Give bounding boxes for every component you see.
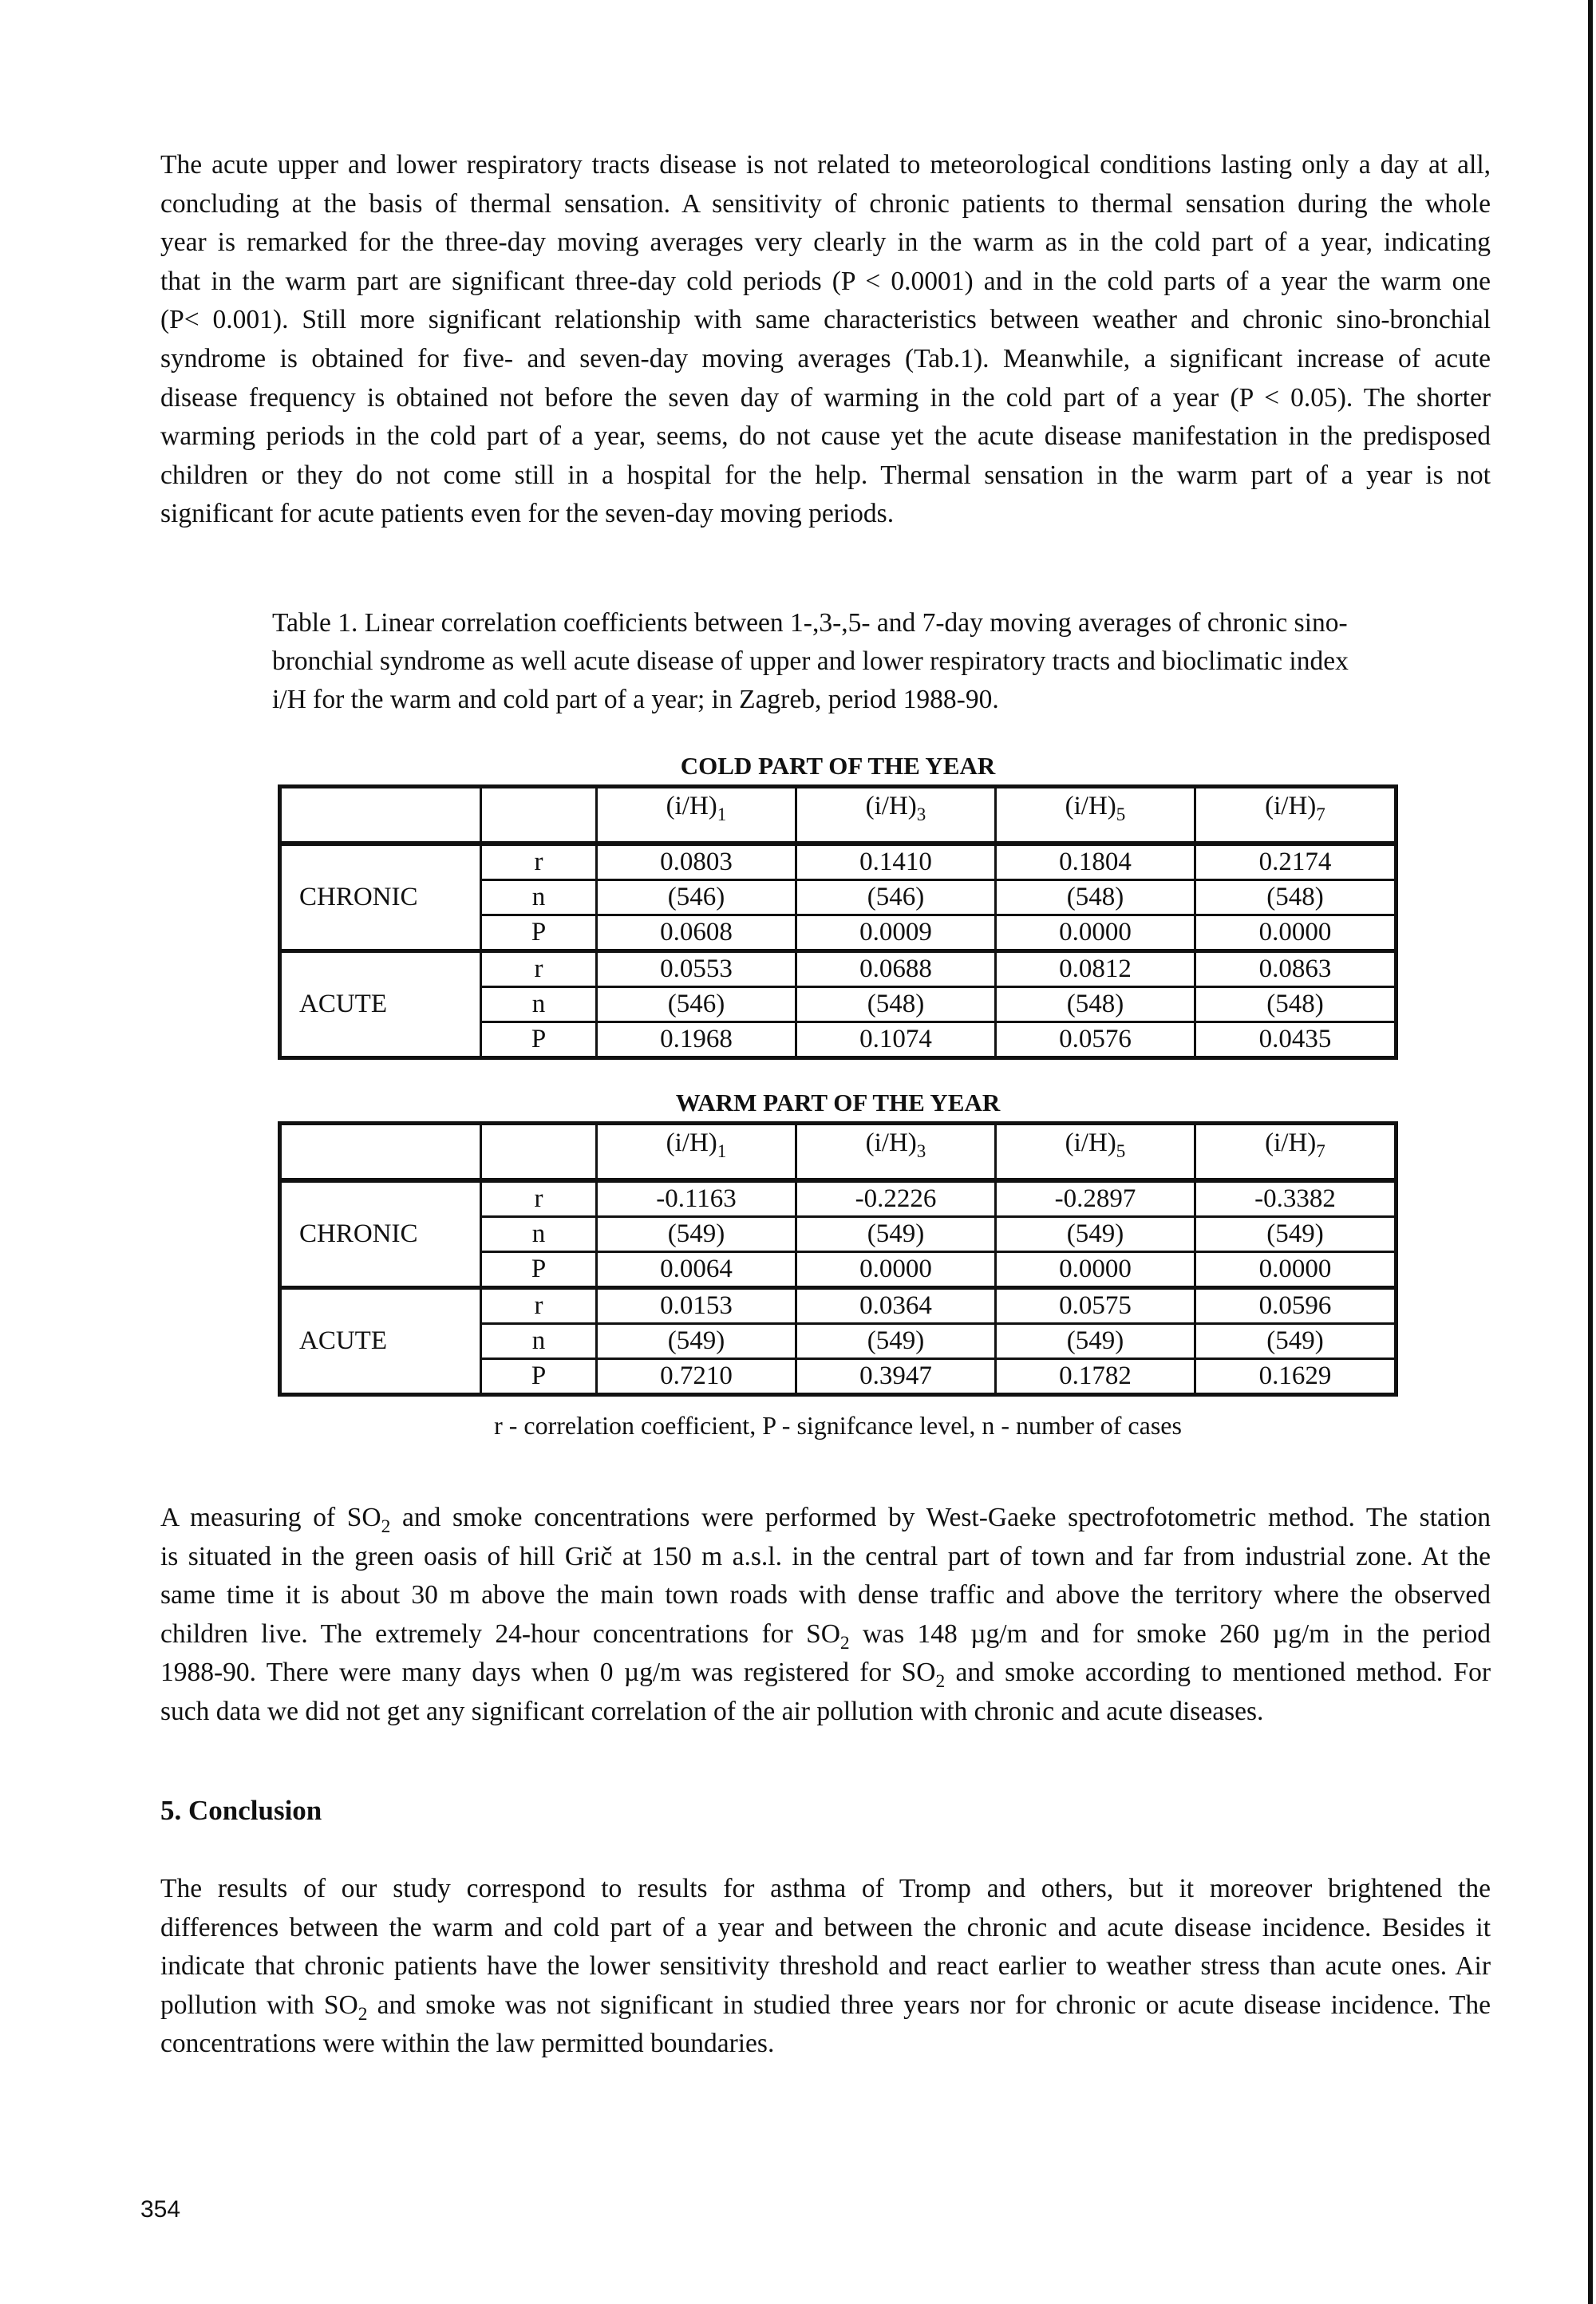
column-header-base: (i/H) — [1265, 1128, 1317, 1157]
text-run: children live. The extremely 24-hour concentrations for SO — [160, 1618, 840, 1649]
table-cell: (548) — [996, 987, 1195, 1022]
body-paragraph-conclusion — [160, 1870, 1491, 2064]
table-cell: 0.0153 — [597, 1288, 796, 1324]
table-cell: -0.2226 — [796, 1180, 996, 1217]
text-run: differences between the warm and cold part of a year and between the chronic and acute disease incidence. Besides it — [160, 1912, 1491, 1942]
text-line — [160, 263, 1491, 302]
text-run: children or they do not come still in a hospital for the help. Thermal sensation in the warm part of a year is not — [160, 460, 1491, 490]
stat-label: P — [481, 1022, 597, 1058]
table-cell: -0.2897 — [996, 1180, 1195, 1217]
table-cell: 0.1804 — [996, 844, 1195, 880]
body-paragraph-air-pollution — [160, 1499, 1491, 1732]
text-run: is situated in the green oasis of hill Grič at 150 m a.s.l. in the central part of town and far from industrial zone. At the — [160, 1541, 1491, 1571]
table-header-row — [280, 787, 1396, 844]
table-cell: 0.2174 — [1195, 844, 1396, 880]
text-line — [160, 1615, 1491, 1654]
table-cell: 0.0009 — [796, 915, 996, 951]
text-run: (P< 0.001). Still more significant relationship with same characteristics between weather and chronic sino-bronchial — [160, 305, 1491, 335]
stat-label: n — [481, 1217, 597, 1252]
column-header-subscript: 5 — [1116, 804, 1126, 825]
text-line — [160, 1576, 1491, 1615]
group-label-chronic: CHRONIC — [280, 844, 481, 951]
table-cell: 0.0576 — [996, 1022, 1195, 1058]
group-label-chronic: CHRONIC — [280, 1180, 481, 1288]
table-cell: 0.0364 — [796, 1288, 996, 1324]
text-line — [160, 1909, 1491, 1948]
body-paragraph-thermal-sensation — [160, 146, 1491, 534]
table-cell: (548) — [1195, 880, 1396, 915]
table-cell: 0.0608 — [597, 915, 796, 951]
column-header-base: (i/H) — [1065, 792, 1116, 820]
table-row-chronic-r — [280, 844, 1396, 880]
column-header-subscript: 1 — [717, 804, 727, 825]
text-run: and smoke concentrations were performed by West-Gaeke spectrofotometric method. The station — [390, 1503, 1491, 1532]
column-header-base: (i/H) — [865, 1128, 917, 1157]
text-run: and smoke according to mentioned method. For — [945, 1658, 1491, 1688]
table-cell: (549) — [796, 1324, 996, 1359]
text-run: indicate that chronic patients have the lower sensitivity threshold and react earlier to weather stress than acute ones. Air — [160, 1951, 1491, 1982]
table-cell: 0.0596 — [1195, 1288, 1396, 1324]
stat-label: r — [481, 1288, 597, 1324]
table-caption — [272, 604, 1409, 719]
text-run: that in the warm part are significant three-day cold periods (P < 0.0001) and in the cold parts of a year the warm one — [160, 266, 1491, 296]
text-run: was 148 µg/m and for smoke 260 µg/m in the period — [849, 1618, 1491, 1649]
text-line — [160, 301, 1491, 340]
table-cell: -0.1163 — [597, 1180, 796, 1217]
stat-label: r — [481, 844, 597, 880]
table-cell: (549) — [996, 1324, 1195, 1359]
column-header-ih1 — [597, 1124, 796, 1181]
column-header-base: (i/H) — [666, 1128, 717, 1157]
text-line — [160, 379, 1491, 418]
caption-line: Table 1. Linear correlation coefficients between 1-,3-,5- and 7-day moving averages of chronic sino- — [272, 608, 1348, 638]
subscript: 2 — [381, 1516, 391, 1538]
table-cell: 0.1074 — [796, 1022, 996, 1058]
table-cell: (546) — [597, 880, 796, 915]
table-cell: (549) — [597, 1324, 796, 1359]
table-cell: (549) — [796, 1217, 996, 1252]
stat-label: r — [481, 951, 597, 987]
table-cell: 0.0000 — [1195, 915, 1396, 951]
stat-label: P — [481, 915, 597, 951]
table-cell: (548) — [1195, 987, 1396, 1022]
page-edge-border — [1588, 0, 1593, 2304]
table-cell: 0.0688 — [796, 951, 996, 987]
header-empty-cell — [481, 1124, 597, 1181]
text-line — [160, 417, 1491, 456]
column-header-ih1 — [597, 787, 796, 844]
cold-table-title: COLD PART OF THE YEAR — [680, 752, 996, 780]
warm-table-title: WARM PART OF THE YEAR — [675, 1089, 1001, 1116]
table-cell: 0.1629 — [1195, 1359, 1396, 1395]
table-cell: 0.0000 — [996, 915, 1195, 951]
table-cell: (549) — [1195, 1324, 1396, 1359]
text-line — [160, 1654, 1491, 1693]
table-row-chronic-r — [280, 1180, 1396, 1217]
header-empty-cell — [280, 1124, 481, 1181]
text-run: and smoke was not significant in studied three years nor for chronic or acute disease incidence. The — [367, 1990, 1491, 2020]
table-cell: 0.0553 — [597, 951, 796, 987]
text-line — [160, 495, 1491, 534]
cold-part-correlation-table — [278, 784, 1398, 1060]
column-header-base: (i/H) — [1065, 1128, 1116, 1157]
column-header-base: (i/H) — [865, 792, 917, 820]
subscript: 2 — [935, 1671, 946, 1693]
column-header-ih5 — [996, 787, 1195, 844]
text-line — [160, 1986, 1491, 2025]
text-run: concentrations were within the law permitted boundaries. — [160, 2029, 775, 2059]
subscript: 2 — [358, 2003, 368, 2025]
text-run: disease frequency is obtained not before the seven day of warming in the cold part of a year (P < 0.05). The shorter — [160, 382, 1491, 413]
section-heading-conclusion: 5. Conclusion — [160, 1795, 322, 1826]
table-cell: 0.0000 — [996, 1252, 1195, 1288]
text-line — [160, 223, 1491, 263]
column-header-ih7 — [1195, 787, 1396, 844]
column-header-ih5 — [996, 1124, 1195, 1181]
warm-part-correlation-table — [278, 1121, 1398, 1397]
caption-line: i/H for the warm and cold part of a year; in Zagreb, period 1988-90. — [272, 685, 999, 714]
text-line — [160, 185, 1491, 224]
stat-label: r — [481, 1180, 597, 1217]
text-run: significant for acute patients even for the seven-day moving periods. — [160, 499, 895, 529]
text-run: syndrome is obtained for five- and seven-day moving averages (Tab.1). Meanwhile, a significant increase of acute — [160, 343, 1491, 373]
text-line — [160, 1499, 1491, 1538]
table-cell: 0.1410 — [796, 844, 996, 880]
table-cell: 0.0803 — [597, 844, 796, 880]
table-cell: 0.0000 — [1195, 1252, 1396, 1288]
group-label-acute: ACUTE — [280, 1288, 481, 1395]
text-line — [160, 1947, 1491, 1986]
text-run: 1988-90. There were many days when 0 µg/m was registered for SO — [160, 1658, 936, 1688]
table-cell: 0.0575 — [996, 1288, 1195, 1324]
table-cell: -0.3382 — [1195, 1180, 1396, 1217]
table-header-row — [280, 1124, 1396, 1181]
table-cell: (549) — [597, 1217, 796, 1252]
text-line — [160, 146, 1491, 185]
column-header-subscript: 7 — [1316, 1140, 1325, 1162]
table-cell: (548) — [796, 987, 996, 1022]
table-cell: (549) — [996, 1217, 1195, 1252]
stat-label: P — [481, 1359, 597, 1395]
column-header-subscript: 7 — [1316, 804, 1325, 825]
stat-label: P — [481, 1252, 597, 1288]
table-cell: 0.0064 — [597, 1252, 796, 1288]
text-line — [160, 1870, 1491, 1909]
text-run: concluding at the basis of thermal sensation. A sensitivity of chronic patients to thermal sensation during the whole — [160, 188, 1491, 219]
table-cell: 0.0000 — [796, 1252, 996, 1288]
table-cell: 0.0435 — [1195, 1022, 1396, 1058]
table-cell: 0.1968 — [597, 1022, 796, 1058]
text-run: The results of our study correspond to results for asthma of Tromp and others, but it moreover brightened the — [160, 1874, 1491, 1903]
table-footnote: r - correlation coefficient, P - signifcance level, n - number of cases — [494, 1411, 1182, 1440]
column-header-base: (i/H) — [1265, 792, 1317, 820]
text-run: pollution with SO — [160, 1990, 358, 2020]
table-cell: 0.0812 — [996, 951, 1195, 987]
table-cell: (548) — [996, 880, 1195, 915]
caption-line: bronchial syndrome as well acute disease of upper and lower respiratory tracts and bioclimatic index — [272, 646, 1349, 676]
stat-label: n — [481, 1324, 597, 1359]
column-header-ih3 — [796, 787, 996, 844]
stat-label: n — [481, 987, 597, 1022]
text-line — [160, 340, 1491, 379]
table-cell: (546) — [597, 987, 796, 1022]
column-header-base: (i/H) — [666, 792, 717, 820]
subscript: 2 — [839, 1632, 850, 1654]
column-header-subscript: 1 — [717, 1140, 727, 1162]
table-cell: 0.3947 — [796, 1359, 996, 1395]
column-header-subscript: 5 — [1116, 1140, 1126, 1162]
text-run: such data we did not get any significant correlation of the air pollution with chronic and acute diseases. — [160, 1696, 1264, 1726]
table-cell: 0.7210 — [597, 1359, 796, 1395]
text-line — [160, 1693, 1491, 1732]
page-number: 354 — [140, 2196, 181, 2223]
table-cell: (549) — [1195, 1217, 1396, 1252]
text-line — [160, 2025, 1491, 2064]
table-row-acute-r — [280, 1288, 1396, 1324]
text-line — [160, 456, 1491, 496]
column-header-subscript: 3 — [916, 1140, 926, 1162]
table-cell: 0.1782 — [996, 1359, 1195, 1395]
text-run: same time it is about 30 m above the main town roads with dense traffic and above the territory where the observed — [160, 1580, 1491, 1610]
column-header-subscript: 3 — [916, 804, 926, 825]
table-cell: 0.0863 — [1195, 951, 1396, 987]
header-empty-cell — [280, 787, 481, 844]
table-row-acute-r — [280, 951, 1396, 987]
header-empty-cell — [481, 787, 597, 844]
group-label-acute: ACUTE — [280, 951, 481, 1058]
text-line — [160, 1538, 1491, 1577]
text-run: The acute upper and lower respiratory tracts disease is not related to meteorological conditions lasting only a day at all, — [160, 150, 1491, 180]
column-header-ih7 — [1195, 1124, 1396, 1181]
table-cell: (546) — [796, 880, 996, 915]
text-run: A measuring of SO — [160, 1503, 381, 1532]
text-run: warming periods in the cold part of a year, seems, do not cause yet the acute disease manifestation in the predisposed — [160, 421, 1491, 452]
text-run: year is remarked for the three-day moving averages very clearly in the warm as in the cold part of a year, indicating — [160, 227, 1491, 258]
column-header-ih3 — [796, 1124, 996, 1181]
stat-label: n — [481, 880, 597, 915]
